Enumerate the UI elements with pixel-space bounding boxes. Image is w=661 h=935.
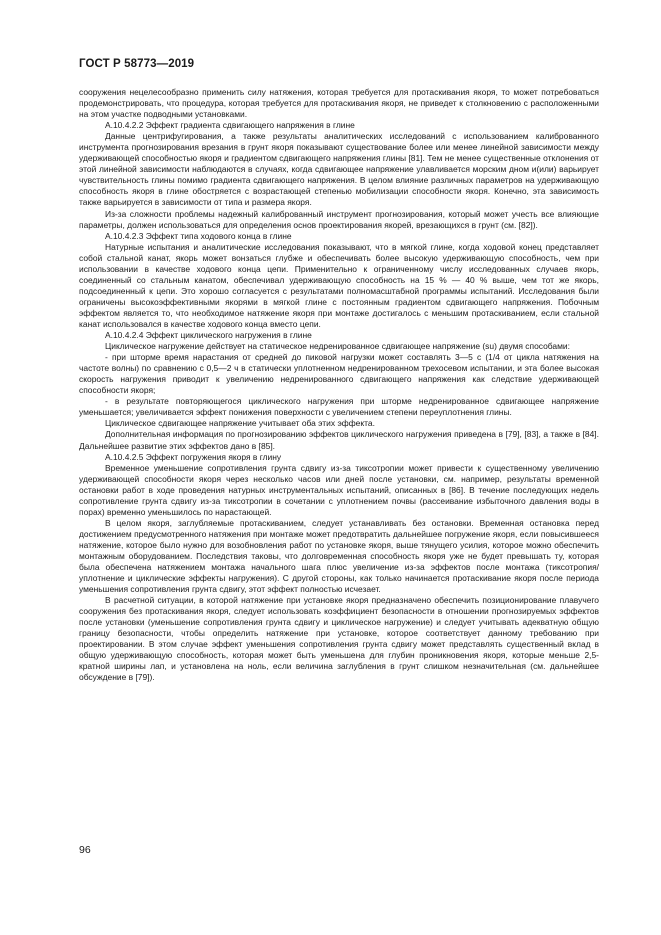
page-number: 96	[79, 844, 91, 856]
paragraph: Данные центрифугирования, а также результаты аналитических исследований с использованием калиброванного инструмента прогнозирования врезания в грунт якоря показывают существование более или менее линейной зависимости между удерживающей способностью якоря и градиентом сдвигающего напряжения глины [81]. Тем не менее существенные отклонения от этой линейной зависимости наблюдаются в случаях, когда сдвигающее напряжение улавливается морским дном и(или) варьирует чувствительность глины помимо градиента сдвигающего напряжения. В целом влияние различных параметров на удерживающую способность якоря в глине обостряется с возрастающей степенью мобилизации способности якоря. Конечно, эта зависимость также варьируется в зависимости от типа и размера якоря.	[79, 131, 599, 208]
document-body	[79, 87, 599, 684]
section-heading: А.10.4.2.5 Эффект погружения якоря в глину	[105, 451, 282, 462]
paragraph: В целом якоря, заглубляемые протаскиванием, следует устанавливать без остановки. Временная остановка перед достижением предусмотренного натяжения при монтаже может предотвратить дальнейшее погружение якоря, если повысившееся натяжение, которое было нужно для возобновления работ по установке якоря, выше тянущего усилия, которое можно обеспечить монтажным оборудованием. Последствия таковы, что долговременная способность якоря уже не будет превышать ту, которая была обеспечена натяжением монтажа начального шага плюс увеличение из-за эффектов после монтажа (тиксотропия/уплотнение и циклические эффекты нагружения). С другой стороны, как только начинается протаскивание якоря после периода уменьшения сопротивления грунта сдвигу, этот эффект полностью исчезает.	[79, 517, 599, 595]
list-item: - при шторме время нарастания от средней до пиковой нагрузки может составлять 3—5 с (1/4 от цикла натяжения на частоте волны) по сравнению с 0,5—2 ч в статически уплотненном недренированном трехосевом испытании, и эта более высокая скорость нагружения приводит к увеличению недренированного сдвигающего напряжения как следствие удерживающей способности якоря;	[79, 352, 599, 396]
section-heading: А.10.4.2.3 Эффект типа ходового конца в глине	[105, 230, 292, 241]
section-heading: А.10.4.2.2 Эффект градиента сдвигающего напряжения в глине	[105, 120, 355, 131]
paragraph: Временное уменьшение сопротивления грунта сдвигу из-за тиксотропии может привести к существенному увеличению удерживающей способности якоря через несколько часов или дней после установки, см. например, результаты временной остановки работ в ходе проведения натурных инструментальных испытаний, описанных в [86]. В течение последующих недель сопротивление грунта сдвигу из-за тиксотропии в сочетании с уплотнением почвы (рассеивание избыточного давления воды в порах) временно уменьшилось по нарастающей.	[79, 462, 599, 517]
paragraph: Дополнительная информация по прогнозированию эффектов циклического нагружения приведена в [79], [83], а также в [84]. Дальнейшее развитие этих эффектов дано в [85].	[79, 429, 599, 451]
section-heading: А.10.4.2.4 Эффект циклического нагружения в глине	[105, 330, 312, 341]
paragraph: Натурные испытания и аналитические исследования показывают, что в мягкой глине, когда ходовой конец представляет собой стальной канат, якорь может вонзаться глубже и обеспечивать более высокую удерживающую способность, чем при использовании в качестве ходового конца цепи. Применительно к ограниченному числу исследованных случаев якорь, соединенный со стальным канатом, обеспечивал удерживающую способность на 15 % — 40 % выше, чем тот же якорь, подсоединенный к цепи. Это хорошо согласуется с результатами полномасштабной программы испытаний. Исследования были ограничены высокоэффективными якорями в мягкой глине с постоянным градиентом сдвигающего напряжения. Побочным эффектом является то, что необходимое натяжение якоря при монтаже достигалось с меньшим протаскиванием, если стальной канат использовался в качестве ходового конца вместо цепи.	[79, 241, 599, 329]
paragraph: Циклическое сдвигающее напряжение учитывает оба этих эффекта.	[105, 418, 375, 429]
list-item: - в результате повторяющегося циклического нагружения при шторме недренированное сдвигающее напряжение уменьшается; увеличивается эффект понижения поверхности с увеличением степени переуплотнения глины.	[79, 396, 599, 418]
document-header: ГОСТ Р 58773—2019	[79, 58, 195, 70]
paragraph: сооружения нецелесообразно применить силу натяжения, которая требуется для протаскивания якоря, то может потребоваться продемонстрировать, что процедура, которая требуется для протаскивания якоря, не приведет к столкновению с расположенными на этом участке подводными установками.	[79, 87, 599, 120]
paragraph: Циклическое нагружение действует на статическое недренированное сдвигающее напряжение (su) двумя способами:	[105, 341, 570, 352]
paragraph: Из-за сложности проблемы надежный калиброванный инструмент прогнозирования, который может учесть все влияющие параметры, должен использоваться для определения основ проектирования якорей, врезающихся в грунт (см. [82]).	[79, 208, 599, 230]
paragraph: В расчетной ситуации, в которой натяжение при установке якоря предназначено обеспечить позиционирование плавучего сооружения без протаскивания якоря, следует использовать коэффициент безопасности в отношении прогнозируемых эффектов после установки (уменьшение сопротивления грунта сдвигу и циклическое нагружение) и следует учитывать адекватную общую границу безопасности, чтобы определить натяжение при установке, которое соответствует данному требованию при проектировании. В этом случае эффект уменьшения сопротивления грунта сдвигу может представлять существенный вклад в общую удерживающую способность, которая может быть уменьшена для глубин проникновения якоря, которые меньше 2,5-кратной ширины лап, и установлена на ноль, если величина заглубления в грунт слишком незначительная (см. дальнейшее обсуждение в [79]).	[79, 595, 599, 683]
